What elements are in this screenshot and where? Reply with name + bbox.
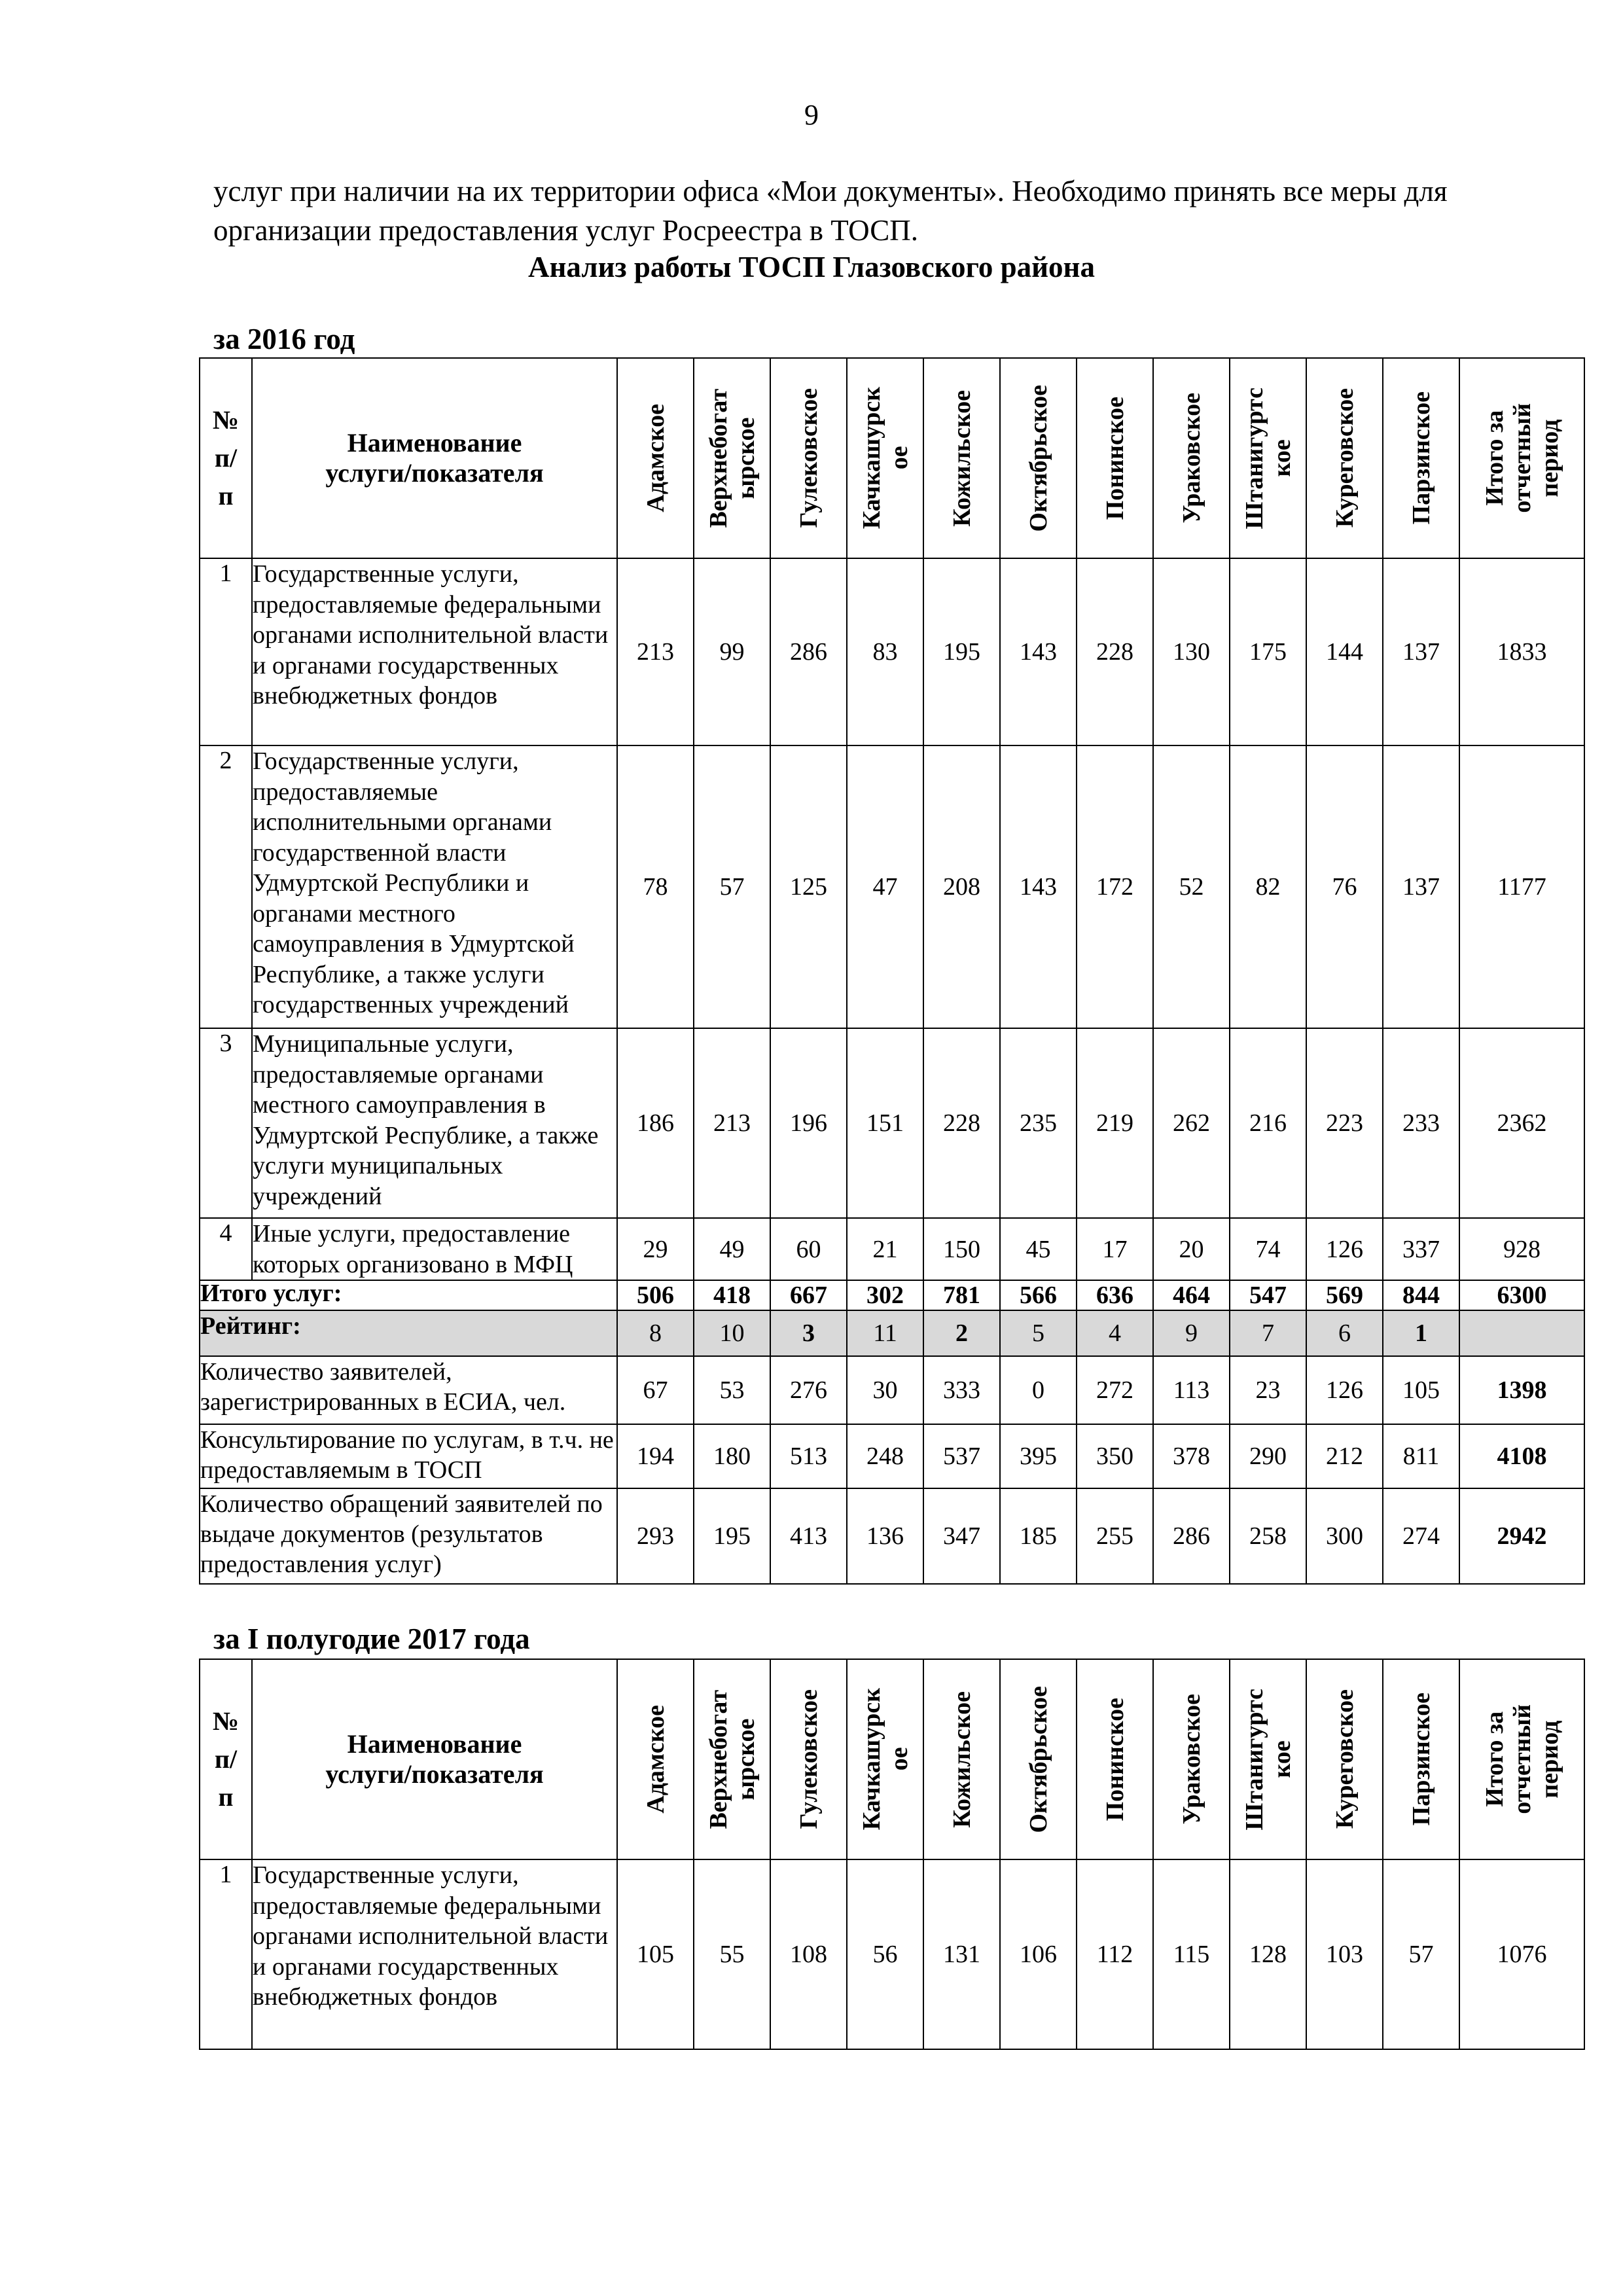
cell-value: 228: [1077, 558, 1153, 745]
indicator-value: 23: [1230, 1356, 1306, 1424]
column-header-label: Штанигуртс кое: [1240, 1688, 1296, 1831]
intro-paragraph: услуг при наличии на их территории офиса «Мои документы». Необходимо принять все меры для организации предоставления услуг Росреестра в ТОСП.: [213, 175, 1448, 247]
column-header-settlement: [1000, 1659, 1077, 1859]
cell-value: 125: [770, 745, 847, 1028]
indicator-value: 53: [694, 1356, 770, 1424]
cell-value: 103: [1306, 1859, 1383, 2049]
cell-value: 17: [1077, 1218, 1153, 1280]
cell-value: 45: [1000, 1218, 1077, 1280]
row-service-name: Муниципальные услуги, предоставляемые органами местного самоуправления в Удмуртской Республике, а также услуги муниципальных учреждений: [252, 1028, 617, 1218]
column-header-settlement: [617, 358, 694, 558]
indicator-value: 811: [1383, 1424, 1459, 1488]
cell-value: 213: [694, 1028, 770, 1218]
column-header-settlement: [1383, 358, 1459, 558]
row-number: 1: [200, 1859, 252, 2049]
column-header-label: Октябрьское: [1024, 384, 1052, 532]
column-header-settlement: [1306, 1659, 1383, 1859]
column-header-settlement: [1077, 358, 1153, 558]
total-value: 6300: [1459, 1280, 1584, 1310]
indicator-value: 293: [617, 1488, 694, 1584]
rating-value: 3: [770, 1310, 847, 1356]
row-number: 1: [200, 558, 252, 745]
total-value: 418: [694, 1280, 770, 1310]
indicator-label: Количество обращений заявителей по выдаче документов (результатов предоставления услуг): [200, 1488, 617, 1584]
cell-value: 131: [923, 1859, 1000, 2049]
table-row: [200, 745, 1584, 1028]
indicator-value: 513: [770, 1424, 847, 1488]
column-header-settlement: [1153, 1659, 1230, 1859]
column-header-settlement: [923, 358, 1000, 558]
total-value: 506: [617, 1280, 694, 1310]
indicator-value: 395: [1000, 1424, 1077, 1488]
indicator-value: 300: [1306, 1488, 1383, 1584]
cell-value: 195: [923, 558, 1000, 745]
indicator-value: 350: [1077, 1424, 1153, 1488]
column-header-label: Гулековское: [794, 1689, 823, 1829]
indicator-value: 195: [694, 1488, 770, 1584]
column-header-settlement: [1459, 1659, 1584, 1859]
total-value: 667: [770, 1280, 847, 1310]
row-service-name: Иные услуги, предоставление которых организовано в МФЦ: [252, 1218, 617, 1280]
cell-value: 74: [1230, 1218, 1306, 1280]
rating-value: 10: [694, 1310, 770, 1356]
indicator-value: 126: [1306, 1356, 1383, 1424]
total-value: 844: [1383, 1280, 1459, 1310]
indicator-value: 347: [923, 1488, 1000, 1584]
column-header-label: Ураковское: [1177, 1694, 1205, 1825]
column-header-settlement: [1306, 358, 1383, 558]
total-value: 464: [1153, 1280, 1230, 1310]
column-header-label: Гулековское: [794, 388, 823, 528]
indicator-value: 290: [1230, 1424, 1306, 1488]
table-row: [200, 558, 1584, 745]
total-value: 636: [1077, 1280, 1153, 1310]
column-header-settlement: [1153, 358, 1230, 558]
rating-value: 4: [1077, 1310, 1153, 1356]
cell-value: 1177: [1459, 745, 1584, 1028]
indicator-value: 4108: [1459, 1424, 1584, 1488]
cell-value: 52: [1153, 745, 1230, 1028]
column-header-settlement: [1077, 1659, 1153, 1859]
column-header-label: Верхнебогат ырское: [704, 388, 760, 528]
indicator-row: [200, 1424, 1584, 1488]
total-value: 569: [1306, 1280, 1383, 1310]
cell-value: 106: [1000, 1859, 1077, 2049]
column-header-settlement: [847, 1659, 923, 1859]
row-number: 3: [200, 1028, 252, 1218]
cell-value: 928: [1459, 1218, 1584, 1280]
indicator-value: 272: [1077, 1356, 1153, 1424]
cell-value: 2362: [1459, 1028, 1584, 1218]
cell-value: 1076: [1459, 1859, 1584, 2049]
cell-value: 228: [923, 1028, 1000, 1218]
cell-value: 213: [617, 558, 694, 745]
cell-value: 55: [694, 1859, 770, 2049]
row-service-name: Государственные услуги, предоставляемые исполнительными органами государственной власти Удмуртской Республики и органами местного самоуправления в Удмуртской Республике, а также услуги государственных учреждений: [252, 745, 617, 1028]
cell-value: 82: [1230, 745, 1306, 1028]
indicator-value: 30: [847, 1356, 923, 1424]
indicator-value: 212: [1306, 1424, 1383, 1488]
cell-value: 216: [1230, 1028, 1306, 1218]
indicator-value: 413: [770, 1488, 847, 1584]
indicator-value: 378: [1153, 1424, 1230, 1488]
cell-value: 175: [1230, 558, 1306, 745]
total-value: 547: [1230, 1280, 1306, 1310]
cell-value: 105: [617, 1859, 694, 2049]
indicator-label: Консультирование по услугам, в т.ч. не предоставляемым в ТОСП: [200, 1424, 617, 1488]
cell-value: 20: [1153, 1218, 1230, 1280]
indicator-value: 248: [847, 1424, 923, 1488]
column-header-number: № п/ п: [200, 358, 252, 558]
column-header-settlement: [770, 1659, 847, 1859]
cell-value: 144: [1306, 558, 1383, 745]
services-table-2017: [199, 1659, 1585, 2050]
services-table-2016: [199, 357, 1585, 1585]
period-heading-2017: за I полугодие 2017 года: [213, 1623, 530, 1655]
column-header-label: Кожильское: [948, 1691, 976, 1828]
indicator-value: 180: [694, 1424, 770, 1488]
cell-value: 112: [1077, 1859, 1153, 2049]
indicator-value: 286: [1153, 1488, 1230, 1584]
table-row: [200, 1028, 1584, 1218]
column-header-label: Качкашурск ое: [857, 1688, 913, 1831]
column-header-label: Качкашурск ое: [857, 387, 913, 529]
cell-value: 130: [1153, 558, 1230, 745]
table-row: [200, 1218, 1584, 1280]
cell-value: 137: [1383, 558, 1459, 745]
cell-value: 223: [1306, 1028, 1383, 1218]
rating-value: 7: [1230, 1310, 1306, 1356]
rating-value: 5: [1000, 1310, 1077, 1356]
column-header-label: Парзинское: [1407, 391, 1435, 525]
indicator-row: [200, 1488, 1584, 1584]
cell-value: 137: [1383, 745, 1459, 1028]
cell-value: 337: [1383, 1218, 1459, 1280]
column-header-label: Итого за отчетный период: [1480, 1704, 1563, 1814]
column-header-settlement: [1230, 358, 1306, 558]
rating-value: [1459, 1310, 1584, 1356]
total-value: 566: [1000, 1280, 1077, 1310]
column-header-settlement: [694, 1659, 770, 1859]
cell-value: 196: [770, 1028, 847, 1218]
total-value: 302: [847, 1280, 923, 1310]
column-header-settlement: [1459, 358, 1584, 558]
column-header-label: Понинское: [1101, 396, 1129, 520]
period-heading-2016: за 2016 год: [213, 323, 355, 355]
cell-value: 56: [847, 1859, 923, 2049]
cell-value: 235: [1000, 1028, 1077, 1218]
row-number: 4: [200, 1218, 252, 1280]
cell-value: 99: [694, 558, 770, 745]
cell-value: 219: [1077, 1028, 1153, 1218]
column-header-number: № п/ п: [200, 1659, 252, 1859]
indicator-label: Количество заявителей, зарегистрированных в ЕСИА, чел.: [200, 1356, 617, 1424]
indicator-value: 537: [923, 1424, 1000, 1488]
column-header-settlement: [617, 1659, 694, 1859]
indicator-value: 274: [1383, 1488, 1459, 1584]
cell-value: 21: [847, 1218, 923, 1280]
column-header-label: Куреговское: [1330, 1689, 1359, 1829]
cell-value: 151: [847, 1028, 923, 1218]
cell-value: 57: [694, 745, 770, 1028]
column-header-label: Парзинское: [1407, 1693, 1435, 1826]
indicator-value: 113: [1153, 1356, 1230, 1424]
rating-value: 1: [1383, 1310, 1459, 1356]
column-header-settlement: [1000, 358, 1077, 558]
rating-value: 2: [923, 1310, 1000, 1356]
indicator-value: 194: [617, 1424, 694, 1488]
column-header-label: Куреговское: [1330, 388, 1359, 528]
row-service-name: Государственные услуги, предоставляемые федеральными органами исполнительной власти и органами государственных внебюджетных фондов: [252, 1859, 617, 2049]
column-header-label: Итого за отчетный период: [1480, 403, 1563, 513]
indicator-value: 258: [1230, 1488, 1306, 1584]
column-header-label: Октябрьское: [1024, 1685, 1052, 1833]
column-header-settlement: [923, 1659, 1000, 1859]
indicator-value: 185: [1000, 1488, 1077, 1584]
cell-value: 126: [1306, 1218, 1383, 1280]
indicator-value: 2942: [1459, 1488, 1584, 1584]
row-service-name: Государственные услуги, предоставляемые федеральными органами исполнительной власти и органами государственных внебюджетных фондов: [252, 558, 617, 745]
column-header-label: Верхнебогат ырское: [704, 1689, 760, 1829]
column-header-label: Адамское: [641, 1705, 669, 1814]
indicator-value: 0: [1000, 1356, 1077, 1424]
column-header-settlement: [694, 358, 770, 558]
cell-value: 57: [1383, 1859, 1459, 2049]
indicator-row: [200, 1356, 1584, 1424]
cell-value: 83: [847, 558, 923, 745]
column-header-label: Понинское: [1101, 1697, 1129, 1821]
indicator-value: 105: [1383, 1356, 1459, 1424]
rating-value: 6: [1306, 1310, 1383, 1356]
column-header-label: Адамское: [641, 404, 669, 512]
cell-value: 262: [1153, 1028, 1230, 1218]
table-header-row: [200, 358, 1584, 558]
column-header-settlement: [847, 358, 923, 558]
indicator-value: 67: [617, 1356, 694, 1424]
cell-value: 143: [1000, 558, 1077, 745]
column-header-settlement: [770, 358, 847, 558]
cell-value: 76: [1306, 745, 1383, 1028]
cell-value: 108: [770, 1859, 847, 2049]
indicator-value: 255: [1077, 1488, 1153, 1584]
cell-value: 49: [694, 1218, 770, 1280]
cell-value: 286: [770, 558, 847, 745]
rating-row: [200, 1310, 1584, 1356]
indicator-value: 136: [847, 1488, 923, 1584]
cell-value: 1833: [1459, 558, 1584, 745]
page-number: 9: [804, 99, 819, 131]
total-label: Итого услуг:: [200, 1280, 617, 1310]
cell-value: 29: [617, 1218, 694, 1280]
table-row: [200, 1859, 1584, 2049]
indicator-value: 276: [770, 1356, 847, 1424]
rating-value: 9: [1153, 1310, 1230, 1356]
column-header-name: Наименование услуги/показателя: [252, 1659, 617, 1859]
rating-label: Рейтинг:: [200, 1310, 617, 1356]
column-header-name: Наименование услуги/показателя: [252, 358, 617, 558]
cell-value: 60: [770, 1218, 847, 1280]
column-header-settlement: [1230, 1659, 1306, 1859]
cell-value: 233: [1383, 1028, 1459, 1218]
column-header-label: Ураковское: [1177, 393, 1205, 524]
indicator-value: 1398: [1459, 1356, 1584, 1424]
table-header-row: [200, 1659, 1584, 1859]
cell-value: 208: [923, 745, 1000, 1028]
column-header-label: Кожильское: [948, 389, 976, 527]
column-header-settlement: [1383, 1659, 1459, 1859]
cell-value: 143: [1000, 745, 1077, 1028]
cell-value: 78: [617, 745, 694, 1028]
cell-value: 47: [847, 745, 923, 1028]
cell-value: 172: [1077, 745, 1153, 1028]
cell-value: 186: [617, 1028, 694, 1218]
total-value: 781: [923, 1280, 1000, 1310]
rating-value: 8: [617, 1310, 694, 1356]
cell-value: 128: [1230, 1859, 1306, 2049]
indicator-value: 333: [923, 1356, 1000, 1424]
document-title: Анализ работы ТОСП Глазовского района: [528, 251, 1095, 283]
rating-value: 11: [847, 1310, 923, 1356]
total-row: [200, 1280, 1584, 1310]
row-number: 2: [200, 745, 252, 1028]
column-header-label: Штанигуртс кое: [1240, 387, 1296, 529]
cell-value: 115: [1153, 1859, 1230, 2049]
cell-value: 150: [923, 1218, 1000, 1280]
